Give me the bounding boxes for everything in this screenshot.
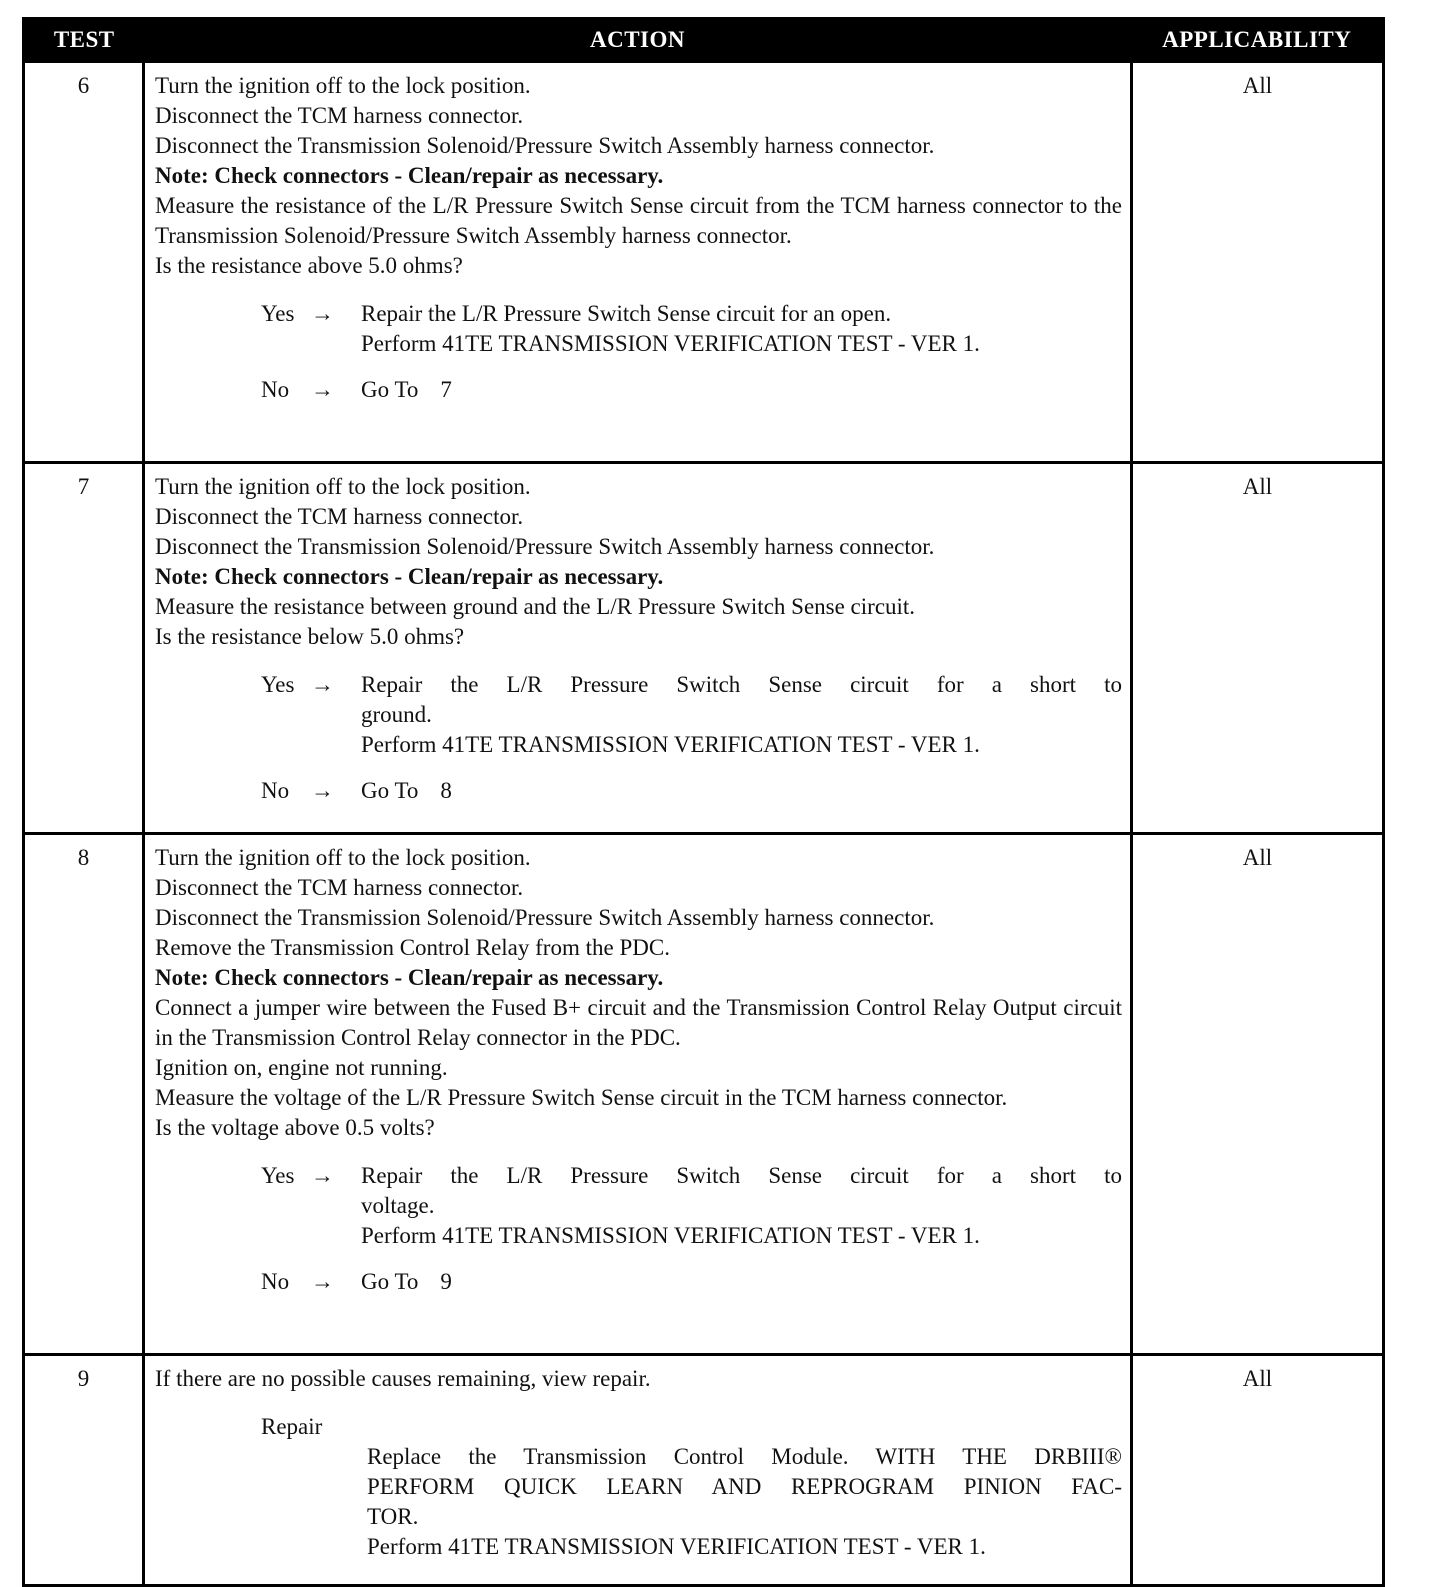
applicability-value: All [1132,834,1384,1355]
applicability-value: All [1132,62,1384,463]
header-test: TEST [24,19,144,62]
step-line: Turn the ignition off to the lock position. [155,474,531,499]
step-paragraph: Measure the resistance of the L/R Pressure Switch Sense circuit from the TCM harness connector to the Transmission Solenoid/Pressure Switch Assembly harness connector. [155,193,1122,248]
action-cell [144,62,1132,463]
no-answer [261,776,1122,806]
repair-line: Replace the Transmission Control Module. WITH THE DRBIII® [367,1444,1122,1469]
no-label: No [261,1269,290,1294]
header-action: ACTION [144,19,1132,62]
question-text: Is the voltage above 0.5 volts? [155,1115,435,1140]
table-row [24,62,1384,463]
step-line: If there are no possible causes remaining, view repair. [155,1366,651,1391]
question-text: Is the resistance below 5.0 ohms? [155,624,465,649]
yes-result-line: Repair the L/R Pressure Switch Sense circuit for a short to [361,672,1122,697]
repair-line: TOR. [367,1504,419,1529]
goto-text: Go To [361,778,419,803]
step-line: Disconnect the TCM harness connector. [155,103,524,128]
step-line: Turn the ignition off to the lock position. [155,845,531,870]
yes-answer [261,1161,1122,1251]
step-paragraph: Measure the resistance between ground and the L/R Pressure Switch Sense circuit. [155,594,916,619]
yes-result-line: Perform 41TE TRANSMISSION VERIFICATION TEST - VER 1. [361,331,980,356]
test-number: 6 [24,62,144,463]
applicability-value: All [1132,1355,1384,1586]
yes-label: Yes [261,672,295,697]
goto-link[interactable]: 8 [440,778,452,803]
no-label: No [261,377,290,402]
question-text: Is the resistance above 5.0 ohms? [155,253,463,278]
action-cell [144,463,1132,834]
yes-label: Yes [261,1163,295,1188]
step-paragraph: Measure the voltage of the L/R Pressure Switch Sense circuit in the TCM harness connector. [155,1085,1008,1110]
repair-label: Repair [261,1414,323,1439]
no-answer [261,375,1122,405]
test-number: 9 [24,1355,144,1586]
step-paragraph: Ignition on, engine not running. [155,1055,448,1080]
header-applicability: APPLICABILITY [1132,19,1384,62]
right-arrow-icon: → [311,778,334,803]
note-text: Note: Check connectors - Clean/repair as necessary. [155,163,664,188]
test-number: 8 [24,834,144,1355]
diagnostic-test-table [22,17,1385,1587]
step-line: Disconnect the TCM harness connector. [155,875,524,900]
goto-text: Go To [361,377,419,402]
right-arrow-icon: → [311,377,334,402]
yes-answer [261,670,1122,760]
step-line: Disconnect the Transmission Solenoid/Pressure Switch Assembly harness connector. [155,133,935,158]
right-arrow-icon: → [311,672,334,697]
table-row [24,1355,1384,1586]
goto-link[interactable]: 7 [440,377,452,402]
test-number: 7 [24,463,144,834]
repair-line: Perform 41TE TRANSMISSION VERIFICATION TEST - VER 1. [367,1534,986,1559]
step-line: Disconnect the TCM harness connector. [155,504,524,529]
yes-result-line: voltage. [361,1193,435,1218]
repair-text [367,1442,1122,1562]
table-row [24,834,1384,1355]
no-label: No [261,778,290,803]
action-cell [144,1355,1132,1586]
goto-link[interactable]: 9 [440,1269,452,1294]
right-arrow-icon: → [311,301,334,326]
note-text: Note: Check connectors - Clean/repair as necessary. [155,564,664,589]
note-text: Note: Check connectors - Clean/repair as necessary. [155,965,664,990]
yes-result-line: Perform 41TE TRANSMISSION VERIFICATION TEST - VER 1. [361,1223,980,1248]
step-paragraph: Connect a jumper wire between the Fused B+ circuit and the Transmission Control Relay Output circuit in the Transmission Control Relay connector in the PDC. [155,995,1122,1050]
yes-result-line: Repair the L/R Pressure Switch Sense circuit for an open. [361,301,892,326]
yes-answer [261,299,1122,359]
goto-text: Go To [361,1269,419,1294]
step-line: Turn the ignition off to the lock position. [155,73,531,98]
applicability-value: All [1132,463,1384,834]
action-cell [144,834,1132,1355]
no-answer [261,1267,1122,1297]
step-line: Disconnect the Transmission Solenoid/Pressure Switch Assembly harness connector. [155,905,935,930]
yes-result-line: Repair the L/R Pressure Switch Sense circuit for a short to [361,1163,1122,1188]
step-line: Remove the Transmission Control Relay from the PDC. [155,935,670,960]
right-arrow-icon: → [311,1269,334,1294]
right-arrow-icon: → [311,1163,334,1188]
yes-label: Yes [261,301,295,326]
yes-result-line: Perform 41TE TRANSMISSION VERIFICATION TEST - VER 1. [361,732,980,757]
table-row [24,463,1384,834]
yes-result-line: ground. [361,702,432,727]
step-line: Disconnect the Transmission Solenoid/Pressure Switch Assembly harness connector. [155,534,935,559]
table-header-row [24,19,1384,62]
repair-line: PERFORM QUICK LEARN AND REPROGRAM PINION FAC- [367,1474,1122,1499]
